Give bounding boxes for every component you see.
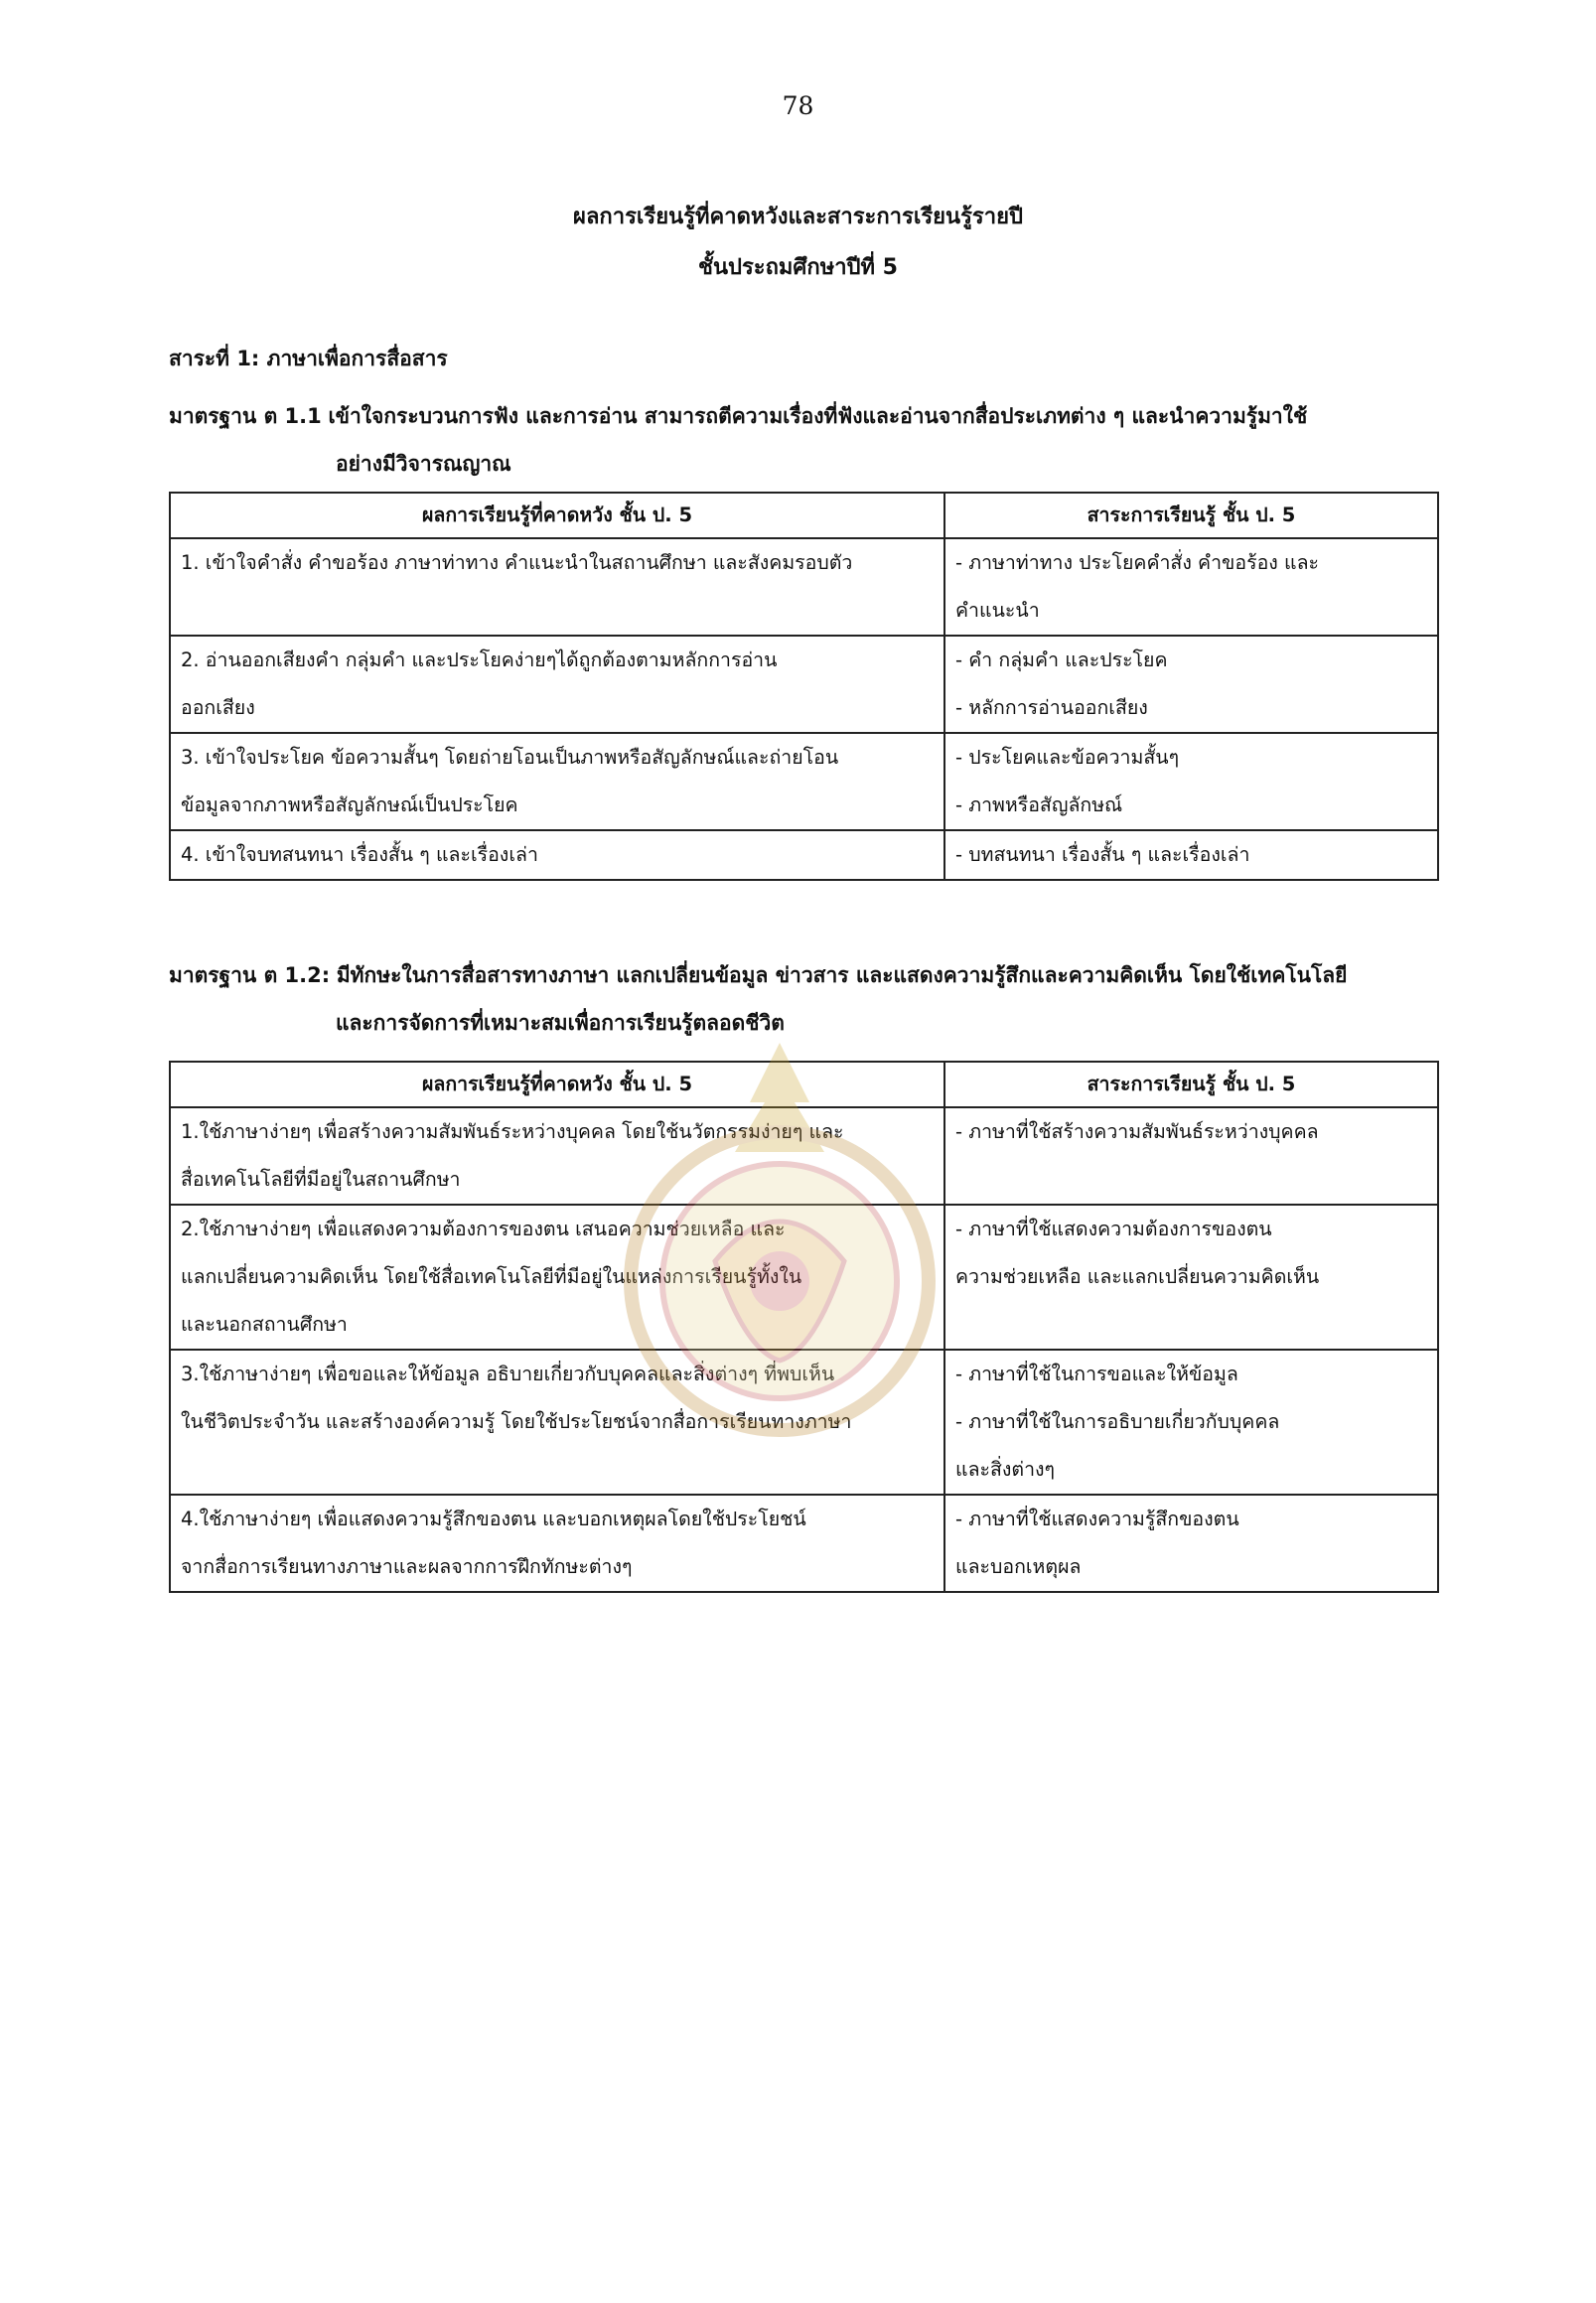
table-row (170, 538, 1438, 636)
outcome-cell (170, 830, 944, 880)
strand-heading: สาระที่ 1: ภาษาเพื่อการสื่อสาร (169, 347, 448, 370)
standard-2-text-cont: และการจัดการที่เหมาะสมเพื่อการเรียนรู้ตลอดชีวิต (336, 1011, 785, 1035)
header-expected-outcomes: ผลการเรียนรู้ที่คาดหวัง ชั้น ป. 5 (170, 1062, 944, 1107)
page-title (0, 192, 1596, 293)
outcome-cell (170, 1205, 944, 1350)
cell-line: 2.ใช้ภาษาง่ายๆ เพื่อแสดงความต้องการของตน เสนอความช่วยเหลือ และ (181, 1218, 786, 1240)
content-cell (944, 1495, 1438, 1592)
table-header-row (170, 493, 1438, 538)
page-number: 78 (782, 91, 814, 120)
outcomes-table-1 (169, 492, 1439, 881)
outcome-cell (170, 1350, 944, 1495)
header-learning-content: สาระการเรียนรู้ ชั้น ป. 5 (944, 1062, 1438, 1107)
outcome-cell (170, 1495, 944, 1592)
content-cell (944, 538, 1438, 636)
table-row (170, 1495, 1438, 1592)
table-header-row (170, 1062, 1438, 1107)
standard-2 (169, 951, 1450, 1047)
table-row (170, 733, 1438, 830)
cell-line: สื่อเทคโนโลยีที่มีอยู่ในสถานศึกษา (181, 1168, 461, 1191)
cell-line: - ภาษาท่าทาง ประโยคคำสั่ง คำขอร้อง และ (955, 551, 1319, 574)
cell-line: - ภาษาที่ใช้สร้างความสัมพันธ์ระหว่างบุคคล (955, 1120, 1319, 1143)
header-learning-content: สาระการเรียนรู้ ชั้น ป. 5 (944, 493, 1438, 538)
cell-line: - ภาพหรือสัญลักษณ์ (955, 793, 1123, 816)
content-cell (944, 1107, 1438, 1205)
cell-line: คำแนะนำ (955, 599, 1040, 622)
cell-line: 1.ใช้ภาษาง่ายๆ เพื่อสร้างความสัมพันธ์ระหว่างบุคคล โดยใช้นวัตกรรมง่ายๆ และ (181, 1120, 844, 1143)
standard-1 (169, 392, 1450, 488)
cell-line: 4. เข้าใจบทสนทนา เรื่องสั้น ๆ และเรื่องเล่า (181, 843, 538, 866)
cell-line: - บทสนทนา เรื่องสั้น ๆ และเรื่องเล่า (955, 843, 1250, 866)
standard-1-text-cont: อย่างมีวิจารณญาณ (336, 452, 511, 476)
cell-line: - ภาษาที่ใช้ในการขอและให้ข้อมูล (955, 1363, 1238, 1385)
content-cell (944, 1205, 1438, 1350)
table-row (170, 830, 1438, 880)
cell-line: - หลักการอ่านออกเสียง (955, 696, 1148, 719)
standard-2-text: มีทักษะในการสื่อสารทางภาษา แลกเปลี่ยนข้อมูล ข่าวสาร และแสดงความรู้สึกและความคิดเห็น โดยใช้เทคโนโลยี (336, 963, 1348, 987)
table-row (170, 1205, 1438, 1350)
cell-line: - ภาษาที่ใช้ในการอธิบายเกี่ยวกับบุคคล (955, 1410, 1280, 1433)
cell-line: 3. เข้าใจประโยค ข้อความสั้นๆ โดยถ่ายโอนเป็นภาพหรือสัญลักษณ์และถ่ายโอน (181, 746, 839, 769)
title-line-1: ผลการเรียนรู้ที่คาดหวังและสาระการเรียนรู้รายปี (573, 205, 1023, 229)
cell-line: - คำ กลุ่มคำ และประโยค (955, 648, 1168, 671)
cell-line: แลกเปลี่ยนความคิดเห็น โดยใช้สื่อเทคโนโลยีที่มีอยู่ในแหล่งการเรียนรู้ทั้งใน (181, 1265, 802, 1288)
table-row (170, 1350, 1438, 1495)
outcome-cell (170, 733, 944, 830)
table-body (170, 538, 1438, 880)
outcome-cell (170, 538, 944, 636)
cell-line: ข้อมูลจากภาพหรือสัญลักษณ์เป็นประโยค (181, 793, 518, 816)
cell-line: ความช่วยเหลือ และแลกเปลี่ยนความคิดเห็น (955, 1265, 1320, 1288)
outcome-cell (170, 1107, 944, 1205)
content-cell (944, 636, 1438, 733)
cell-line: และนอกสถานศึกษา (181, 1313, 348, 1336)
cell-line: 1. เข้าใจคำสั่ง คำขอร้อง ภาษาท่าทาง คำแนะนำในสถานศึกษา และสังคมรอบตัว (181, 551, 853, 574)
cell-line: - ประโยคและข้อความสั้นๆ (955, 746, 1180, 769)
cell-line: จากสื่อการเรียนทางภาษาและผลจากการฝึกทักษะต่างๆ (181, 1555, 633, 1578)
cell-line: และสิ่งต่างๆ (955, 1458, 1056, 1481)
cell-line: 2. อ่านออกเสียงคำ กลุ่มคำ และประโยคง่ายๆได้ถูกต้องตามหลักการอ่าน (181, 648, 778, 671)
cell-line: - ภาษาที่ใช้แสดงความรู้สึกของตน (955, 1508, 1239, 1530)
cell-line: และบอกเหตุผล (955, 1555, 1082, 1578)
cell-line: ออกเสียง (181, 696, 255, 719)
content-cell (944, 830, 1438, 880)
standard-2-label: มาตรฐาน ต 1.2: (169, 963, 331, 987)
standard-1-text: เข้าใจกระบวนการฟัง และการอ่าน สามารถตีความเรื่องที่ฟังและอ่านจากสื่อประเภทต่าง ๆ และนำความรู้มาใช้ (328, 404, 1308, 428)
outcomes-table-2 (169, 1061, 1439, 1593)
table-row (170, 1107, 1438, 1205)
table-body (170, 1107, 1438, 1592)
cell-line: - ภาษาที่ใช้แสดงความต้องการของตน (955, 1218, 1272, 1240)
cell-line: 4.ใช้ภาษาง่ายๆ เพื่อแสดงความรู้สึกของตน และบอกเหตุผลโดยใช้ประโยชน์ (181, 1508, 806, 1530)
outcome-cell (170, 636, 944, 733)
cell-line: 3.ใช้ภาษาง่ายๆ เพื่อขอและให้ข้อมูล อธิบายเกี่ยวกับบุคคลและสิ่งต่างๆ ที่พบเห็น (181, 1363, 835, 1385)
title-line-2: ชั้นประถมศึกษาปีที่ 5 (698, 255, 898, 280)
header-expected-outcomes: ผลการเรียนรู้ที่คาดหวัง ชั้น ป. 5 (170, 493, 944, 538)
content-cell (944, 733, 1438, 830)
content-cell (944, 1350, 1438, 1495)
table-row (170, 636, 1438, 733)
cell-line: ในชีวิตประจำวัน และสร้างองค์ความรู้ โดยใช้ประโยชน์จากสื่อการเรียนทางภาษา (181, 1410, 852, 1433)
standard-1-label: มาตรฐาน ต 1.1 (169, 404, 322, 428)
